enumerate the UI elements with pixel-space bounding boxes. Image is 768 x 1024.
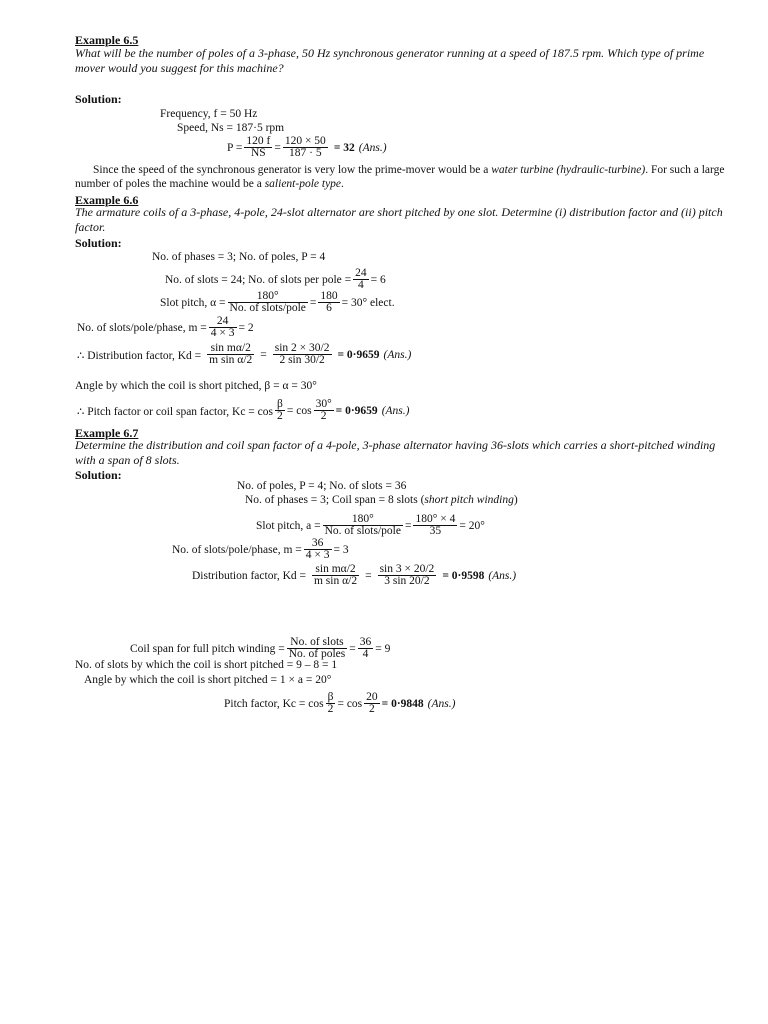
eq-lhs: P = [227,141,243,154]
ex67-slot-pitch: Slot pitch, a = $\frac{180^\circ}{\text{No. of slots/pole}}$ = $\frac{180^\circ \times 4}{35}$ = 20° [256,513,485,537]
answer-tag: (Ans.) [488,569,517,582]
ex67-line-1: No. of poles, P = 4; No. of slots = 36 [237,480,407,492]
frequency-line: Frequency, f = 50 Hz [160,108,258,120]
result: = 32 [333,141,355,154]
solution-label: Solution: [75,236,122,250]
example-6-7-question: Determine the distribution and coil span factor of a 4-pole, 3-phase alternator having 36-slots which carries a short-pitched winding with a span of 8 slots. [75,438,716,467]
answer-tag: (Ans.) [383,348,412,361]
ex66-distribution-factor: ∴ Distribution factor, Kd = $\frac{\text{sin mα/2}}{\text{m sin α/2}}$ = $\frac{\sin 2 \times 30/2}{2 \sin 30/2}$ = 0·9659 (Ans.) [77,342,412,366]
answer-tag: (Ans.) [381,404,410,417]
example-6-5-paragraph: Since the speed of the synchronous generator is very low the prime-mover would be a water turbine (hydraulic-turbine). For such a large number of poles the machine would be a salient-pole type. [75,164,725,190]
example-6-5-question: What will be the number of poles of a 3-phase, 50 Hz synchronous generator running at a speed of 187.5 rpm. Which type of prime mover would you suggest for this machine? [75,46,705,75]
ex67-coil-span-full: Coil span for full pitch winding = $\frac{\text{No. of slots}}{\text{No. of poles}}$ = $\frac{36}{4}$ = 9 [130,636,391,660]
solution-label: Solution: [75,92,122,106]
example-6-5-title: Example 6.5 [75,33,139,47]
ex67-pitch-factor: Pitch factor, Kc = cos $\frac{\beta}{2}$ = cos $\frac{20}{2}$ = 0·9848 (Ans.) [224,691,456,715]
ex66-slot-pitch: Slot pitch, α = $\frac{180^\circ}{\text{No. of slots/pole}}$ = $\frac{180}{6}$ = 30° elect. [160,290,395,314]
ex67-slots-per-pole-phase: No. of slots/pole/phase, m = $\frac{36}{4 \times 3}$ = 3 [172,537,349,561]
ex67-short-pitch-angle: Angle by which the coil is short pitched = 1 × a = 20° [84,674,332,686]
answer-tag: (Ans.) [427,697,456,710]
solution-label: Solution: [75,468,122,482]
example-6-6-question: The armature coils of a 3-phase, 4-pole, 24-slot alternator are short pitched by one slot. Determine (i) distribution factor and (ii) pitch factor. [75,205,723,234]
ex67-distribution-factor: Distribution factor, Kd = $\frac{\text{sin mα/2}}{\text{m sin α/2}}$ = $\frac{\sin 3 \times 20/2}{3 \sin 20/2}$ = 0·9598 (Ans.) [192,563,517,587]
ex66-line-1: No. of phases = 3; No. of poles, P = 4 [152,251,326,263]
ex66-slots-per-pole-phase: No. of slots/pole/phase, m = $\frac{24}{4 \times 3}$ = 2 [77,315,254,339]
ex66-angle-line: Angle by which the coil is short pitched, β = α = 30° [75,380,317,392]
poles-equation: P = $\frac{120 f}{NS}$ = $\frac{120 \times 50}{187 \cdot 5}$ = 32 (Ans.) [227,135,387,159]
fraction: $\frac{120 \times 50}{187 \cdot 5}$ [284,135,326,159]
example-6-7-title: Example 6.7 [75,426,139,440]
fraction: $\frac{120 f}{NS}$ [246,135,271,159]
answer-tag: (Ans.) [358,141,387,154]
ex66-pitch-factor: ∴ Pitch factor or coil span factor, Kc = cos $\frac{\beta}{2}$ = cos $\frac{30^\circ}{2}$ = 0·9659 (Ans.) [77,398,410,422]
ex66-line-2: No. of slots = 24; No. of slots per pole = $\frac{24}{4}$ = 6 [165,267,386,291]
speed-line: Speed, Ns = 187·5 rpm [177,122,285,134]
ex67-line-2: No. of phases = 3; Coil span = 8 slots (short pitch winding) [245,494,518,506]
example-6-6-title: Example 6.6 [75,193,139,207]
ex67-short-pitched-slots: No. of slots by which the coil is short pitched = 9 – 8 = 1 [75,659,338,671]
